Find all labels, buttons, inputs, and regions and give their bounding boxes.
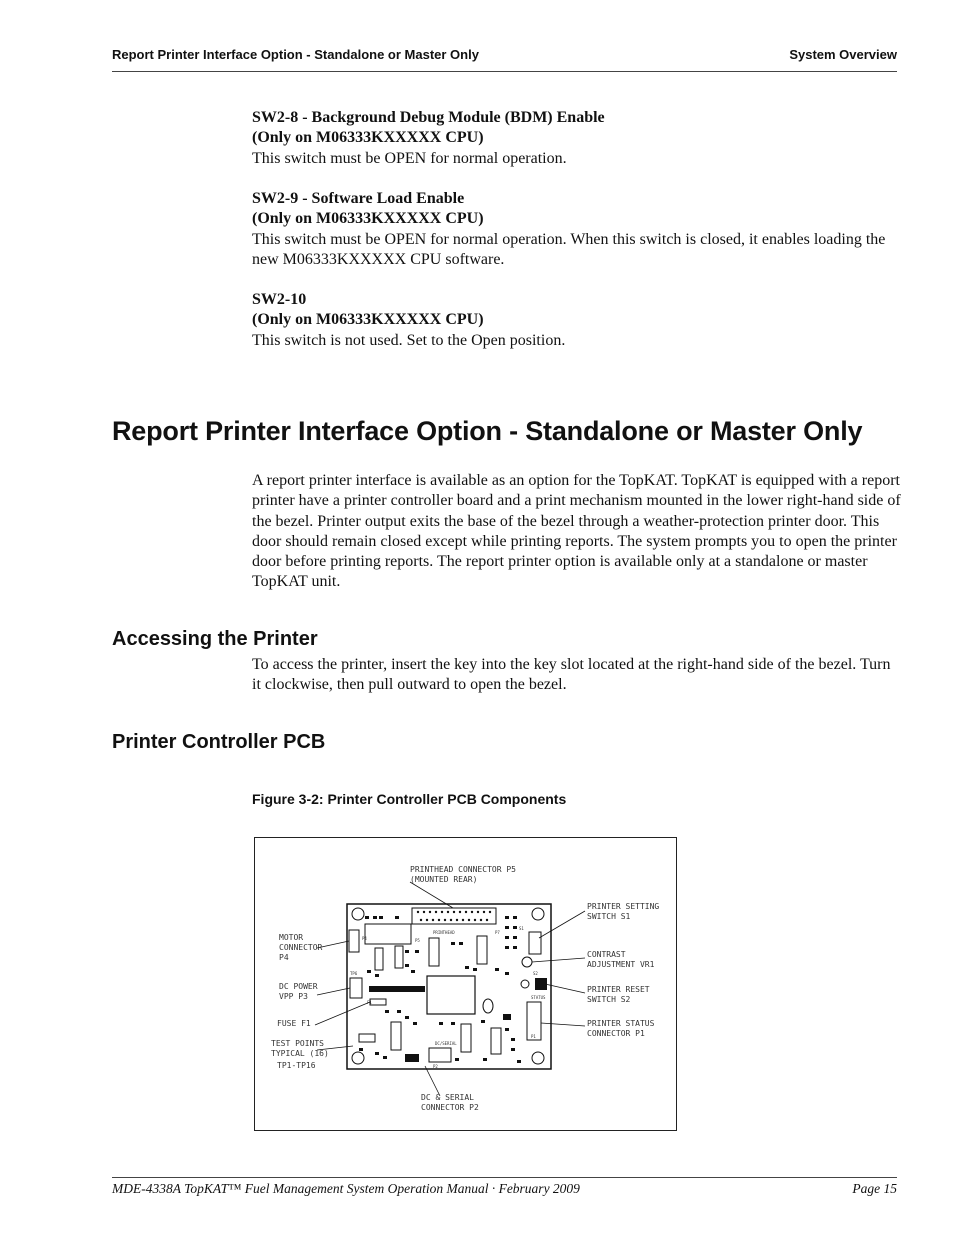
svg-text:F1: F1 — [367, 1000, 372, 1005]
svg-text:P7: P7 — [495, 930, 500, 935]
ic-chip — [477, 936, 487, 964]
label-contrast: ADJUSTMENT VR1 — [587, 960, 655, 969]
pcb-diagram — [255, 838, 676, 1130]
accessing-body: To access the printer, insert the key into the key slot located at the right-hand side of the bezel. Turn it clockwise, then pull outward to open the bezel. — [252, 656, 891, 694]
printhead-pins — [417, 911, 491, 921]
serial-connector — [429, 1048, 451, 1062]
contrast-pot — [522, 957, 532, 967]
ic-chip — [429, 938, 439, 966]
label-test-points: TYPICAL (16) — [271, 1049, 329, 1058]
ic-chip — [395, 946, 403, 968]
switch-body: This switch must be OPEN for normal operation. — [252, 149, 567, 167]
figure-caption: Figure 3-2: Printer Controller PCB Components — [252, 791, 567, 807]
section-heading: Report Printer Interface Option - Standalone or Master Only — [112, 416, 863, 446]
svg-text:S2: S2 — [533, 971, 538, 976]
label-test-points: TP1-TP16 — [277, 1061, 316, 1070]
switch-body: This switch must be OPEN for normal operation. When this switch is closed, it enables loading the new M06333KXXXXX CPU software. — [252, 230, 886, 268]
accessing-heading: Accessing the Printer — [112, 628, 318, 650]
switch-title: SW2-8 - Background Debug Module (BDM) Enable — [252, 109, 605, 126]
mcu-chip — [427, 976, 475, 1014]
label-reset-switch: SWITCH S2 — [587, 995, 631, 1004]
component-block — [365, 924, 411, 944]
footer-document-title: MDE-4338A TopKAT™ Fuel Management System Operation Manual · February 2009 — [112, 1181, 580, 1196]
switch-sw2-10 — [252, 290, 902, 351]
label-serial-connector: CONNECTOR P2 — [421, 1103, 479, 1112]
callouts — [271, 865, 659, 1112]
mounting-hole — [532, 908, 544, 920]
mounting-hole — [352, 1052, 364, 1064]
component-block — [359, 1034, 375, 1042]
header-divider — [112, 71, 897, 72]
switch-sw2-8 — [252, 108, 902, 169]
printhead-connector — [412, 908, 496, 924]
mounting-hole — [352, 908, 364, 920]
header-section: System Overview — [789, 47, 897, 62]
svg-text:DC/SERIAL: DC/SERIAL — [435, 1041, 457, 1046]
svg-text:P1: P1 — [531, 1034, 536, 1039]
label-motor: MOTOR — [279, 933, 304, 942]
component-block — [405, 1054, 419, 1062]
label-dc-power: VPP P3 — [279, 992, 308, 1001]
header-title: Report Printer Interface Option - Standalone or Master Only — [112, 47, 479, 62]
reset-switch-button — [521, 980, 529, 988]
svg-text:P5: P5 — [415, 938, 420, 943]
label-setting-switch: PRINTER SETTING — [587, 902, 660, 911]
motor-connector — [349, 930, 359, 952]
label-fuse: FUSE F1 — [277, 1019, 311, 1028]
dc-power-connector — [350, 978, 362, 998]
svg-text:P4: P4 — [362, 936, 367, 941]
switch-body: This switch is not used. Set to the Open position. — [252, 331, 566, 349]
crystal — [483, 999, 493, 1013]
section-body: A report printer interface is available as an option for the TopKAT. TopKAT is equipped with a report printer have a printer controller board and a print mechanism mounted in the lower right-hand side of the bezel. Printer output exits the base of the bezel through a weather-protection printer door. This door should remain closed except while printing reports. The system prompts you to open the printer door before printing reports. The report printer option is available only at a standalone or master TopKAT unit. — [252, 472, 901, 591]
footer-page-number: Page 15 — [852, 1181, 897, 1196]
label-setting-switch: SWITCH S1 — [587, 912, 631, 921]
pcb-figure — [254, 837, 677, 1131]
svg-text:P2: P2 — [433, 1064, 438, 1069]
label-status-connector: PRINTER STATUS — [587, 1019, 655, 1028]
svg-text:STATUS: STATUS — [531, 995, 546, 1000]
label-serial-connector: DC & SERIAL — [421, 1093, 474, 1102]
setting-switch — [529, 932, 541, 954]
switch-sw2-9 — [252, 189, 902, 270]
switch-title: SW2-9 - Software Load Enable — [252, 190, 465, 207]
footer-divider — [112, 1177, 897, 1178]
mounting-hole — [532, 1052, 544, 1064]
label-printhead: PRINTHEAD CONNECTOR P5 — [410, 865, 516, 874]
switch-subtitle: (Only on M06333KXXXXX CPU) — [252, 129, 484, 147]
label-reset-switch: PRINTER RESET — [587, 985, 650, 994]
ic-chip — [491, 1028, 501, 1054]
label-status-connector: CONNECTOR P1 — [587, 1029, 645, 1038]
pcb-heading: Printer Controller PCB — [112, 731, 326, 753]
fuse — [370, 999, 386, 1005]
label-motor: CONNECTOR — [279, 943, 323, 952]
ic-chip — [375, 948, 383, 970]
svg-text:PRINTHEAD: PRINTHEAD — [433, 930, 455, 935]
resistor-network — [369, 986, 425, 992]
ic-chip — [391, 1022, 401, 1050]
switch-subtitle: (Only on M06333KXXXXX CPU) — [252, 311, 484, 329]
label-motor: P4 — [279, 953, 289, 962]
label-test-points: TEST POINTS — [271, 1039, 324, 1048]
svg-text:S1: S1 — [519, 926, 524, 931]
label-contrast: CONTRAST — [587, 950, 626, 959]
switch-title: SW2-10 — [252, 291, 307, 308]
label-printhead: (MOUNTED REAR) — [410, 875, 478, 884]
ic-chip — [461, 1024, 471, 1052]
switch-subtitle: (Only on M06333KXXXXX CPU) — [252, 210, 484, 228]
label-dc-power: DC POWER — [279, 982, 318, 991]
svg-text:TP6: TP6 — [350, 971, 358, 976]
component-block — [503, 1014, 511, 1020]
